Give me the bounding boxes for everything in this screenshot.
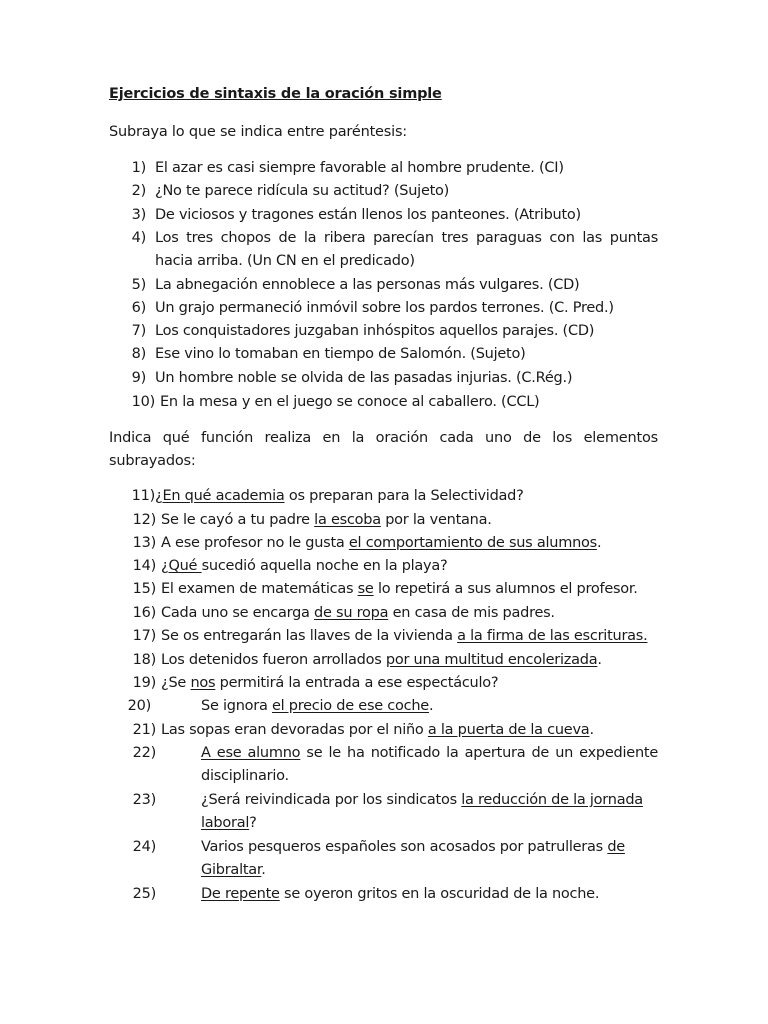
item-number: 13)	[132, 535, 156, 551]
item-text: permitirá la entrada a ese espectáculo?	[215, 675, 499, 691]
list-item	[132, 649, 602, 672]
list-item	[132, 836, 658, 882]
list-item	[131, 274, 580, 297]
item-number: 1)	[131, 160, 146, 176]
item-number: 16)	[132, 605, 156, 621]
underlined-element: la reducción de la jornada laboral	[201, 792, 643, 831]
item-number: 25)	[132, 886, 156, 902]
list-item	[132, 578, 638, 601]
document-title: Ejercicios de sintaxis de la oración simple	[109, 86, 442, 102]
item-text: .	[596, 535, 602, 551]
item-number: 15)	[132, 581, 156, 597]
item-number: 20)	[127, 698, 151, 714]
item-text: ¿	[155, 488, 163, 504]
item-text: sucedió aquella noche en la playa?	[201, 558, 448, 574]
item-text: .	[261, 862, 266, 878]
underlined-element: nos	[190, 675, 216, 691]
list-item	[131, 180, 450, 203]
underlined-element: De repente	[201, 886, 280, 902]
list-item	[131, 367, 573, 390]
item-text: Un grajo permaneció inmóvil sobre los pardos terrones. (C. Pred.)	[155, 300, 614, 316]
underlined-element: el precio de ese coche	[271, 698, 429, 714]
list-item	[131, 297, 614, 320]
item-number: 2)	[131, 183, 146, 199]
item-number: 6)	[131, 300, 146, 316]
item-number: 3)	[131, 207, 146, 223]
item-text: ¿Será reivindicada por los sindicatos	[201, 792, 462, 808]
underlined-element: por una multitud encolerizada	[385, 652, 598, 668]
item-text: se oyeron gritos en la oscuridad de la noche.	[279, 886, 600, 902]
underlined-element: a la puerta de la cueva	[427, 722, 590, 738]
item-text: El azar es casi siempre favorable al hombre prudente. (CI)	[155, 160, 564, 176]
item-text: Las sopas eran devoradas por el niño	[161, 722, 428, 738]
item-text: ?	[249, 815, 257, 831]
item-number: 19)	[132, 675, 156, 691]
list-item	[132, 625, 648, 648]
item-number: 14)	[132, 558, 156, 574]
item-text: Se os entregarán las llaves de la vivienda	[161, 628, 458, 644]
list-item	[131, 157, 564, 180]
underlined-element: de su ropa	[314, 605, 389, 621]
list-item	[132, 883, 600, 906]
underlined-element: A ese alumno	[201, 745, 301, 761]
underlined-element: En qué academia	[162, 488, 285, 504]
underlined-element: se	[357, 581, 374, 597]
item-text: El examen de matemáticas	[161, 581, 358, 597]
list-item	[132, 672, 499, 695]
item-text: .	[597, 652, 602, 668]
instruction-2: Indica qué función realiza en la oración cada uno de los elementos subrayados:	[109, 430, 658, 469]
item-text: en casa de mis padres.	[388, 605, 555, 621]
item-text: De viciosos y tragones están llenos los panteones. (Atributo)	[155, 207, 581, 223]
item-text: os preparan para la Selectividad?	[284, 488, 524, 504]
item-text: Los conquistadores juzgaban inhóspitos aquellos parajes. (CD)	[155, 323, 595, 339]
list-item	[131, 391, 540, 414]
item-number: 9)	[131, 370, 146, 386]
list-item	[132, 742, 658, 788]
item-text: .	[589, 722, 594, 738]
item-text: ¿	[161, 558, 169, 574]
list-item	[132, 719, 594, 742]
list-item	[131, 343, 526, 366]
underlined-element: de Gibraltar	[201, 839, 625, 878]
item-text: Cada uno se encarga	[161, 605, 315, 621]
list-item	[132, 509, 492, 532]
item-text: lo repetirá a sus alumnos el profesor.	[373, 581, 638, 597]
item-text: A ese profesor no le gusta	[161, 535, 349, 551]
item-text: se le ha notificado la apertura de un expediente disciplinario.	[201, 745, 658, 784]
underlined-element: a la firma de las escrituras.	[457, 628, 648, 644]
item-number: 11)	[131, 488, 155, 504]
item-text: ¿No te parece ridícula su actitud? (Sujeto)	[155, 183, 450, 199]
item-number: 21)	[132, 722, 156, 738]
underlined-element: la escoba	[314, 512, 381, 528]
underlined-element: el comportamiento de sus alumnos	[348, 535, 597, 551]
item-number: 4)	[131, 230, 146, 246]
list-item	[127, 695, 434, 718]
item-text: En la mesa y en el juego se conoce al caballero. (CCL)	[160, 394, 540, 410]
item-number: 18)	[132, 652, 156, 668]
list-item	[132, 789, 658, 835]
instruction-1: Subraya lo que se indica entre paréntesis:	[109, 124, 407, 140]
item-text: Un hombre noble se olvida de las pasadas injurias. (C.Rég.)	[155, 370, 573, 386]
underlined-element: Qué	[168, 558, 202, 574]
item-number: 10)	[131, 394, 155, 410]
item-number: 24)	[132, 839, 156, 855]
item-text: Varios pesqueros españoles son acosados por patrulleras	[201, 839, 608, 855]
item-text: La abnegación ennoblece a las personas más vulgares. (CD)	[155, 277, 580, 293]
item-text: Se ignora	[201, 698, 272, 714]
item-text: Los tres chopos de la ribera parecían tres paraguas con las puntas hacia arriba. (Un CN en el predicado)	[155, 230, 658, 269]
list-item	[131, 204, 581, 227]
item-text: Ese vino lo tomaban en tiempo de Salomón. (Sujeto)	[155, 346, 526, 362]
item-number: 17)	[132, 628, 156, 644]
item-text: Se le cayó a tu padre	[161, 512, 315, 528]
list-item	[131, 485, 524, 508]
list-item	[132, 532, 602, 555]
list-item	[132, 602, 555, 625]
item-number: 22)	[132, 745, 156, 761]
item-number: 8)	[131, 346, 146, 362]
item-number: 12)	[132, 512, 156, 528]
list-item	[131, 320, 595, 343]
item-number: 23)	[132, 792, 156, 808]
item-text: Los detenidos fueron arrollados	[161, 652, 386, 668]
item-text: .	[428, 698, 434, 714]
item-number: 7)	[131, 323, 146, 339]
item-number: 5)	[131, 277, 146, 293]
item-text: ¿Se	[161, 675, 191, 691]
list-item	[132, 555, 448, 578]
item-text: por la ventana.	[380, 512, 492, 528]
list-item	[131, 227, 658, 273]
